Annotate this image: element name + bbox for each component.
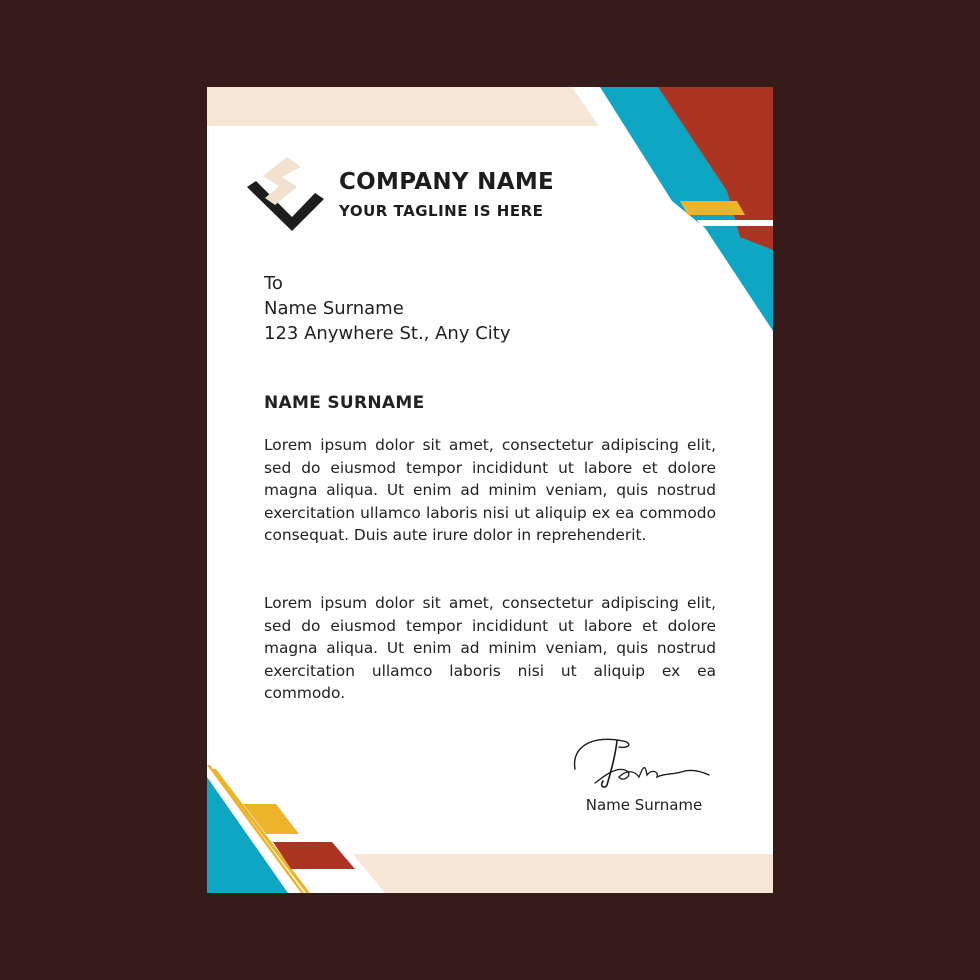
- recipient-name: Name Surname: [264, 298, 404, 319]
- diamond-s-logo-icon: [247, 153, 327, 239]
- bottom-cream-band: [353, 854, 773, 893]
- letter-heading: NAME SURNAME: [264, 393, 425, 413]
- recipient-address: 123 Anywhere St., Any City: [264, 323, 511, 344]
- company-tagline: YOUR TAGLINE IS HERE: [339, 202, 544, 220]
- letterhead-page: [207, 87, 773, 893]
- company-name: COMPANY NAME: [339, 169, 555, 195]
- bottom-teal-stripe: [207, 777, 288, 893]
- recipient-block: [264, 271, 510, 346]
- to-label: To: [264, 273, 283, 294]
- handwritten-signature: [569, 731, 719, 791]
- signer-name: Name Surname: [585, 796, 703, 814]
- body-paragraph: Lorem ipsum dolor sit amet, consectetur adipiscing elit, sed do eiusmod tempor incididunt ut labore et dolore magna aliqua. Ut enim ad minim veniam, quis nostrud exercitation ullamco laboris nisi ut aliquip ex ea commodo consequat. Duis aute irure dolor in reprehenderit.: [264, 436, 716, 544]
- body-paragraph: Lorem ipsum dolor sit amet, consectetur adipiscing elit, sed do eiusmod tempor incididunt ut labore et dolore magna aliqua. Ut enim ad minim veniam, quis nostrud exercitation ullamco laboris nisi ut aliquip ex ea commodo.: [264, 594, 716, 702]
